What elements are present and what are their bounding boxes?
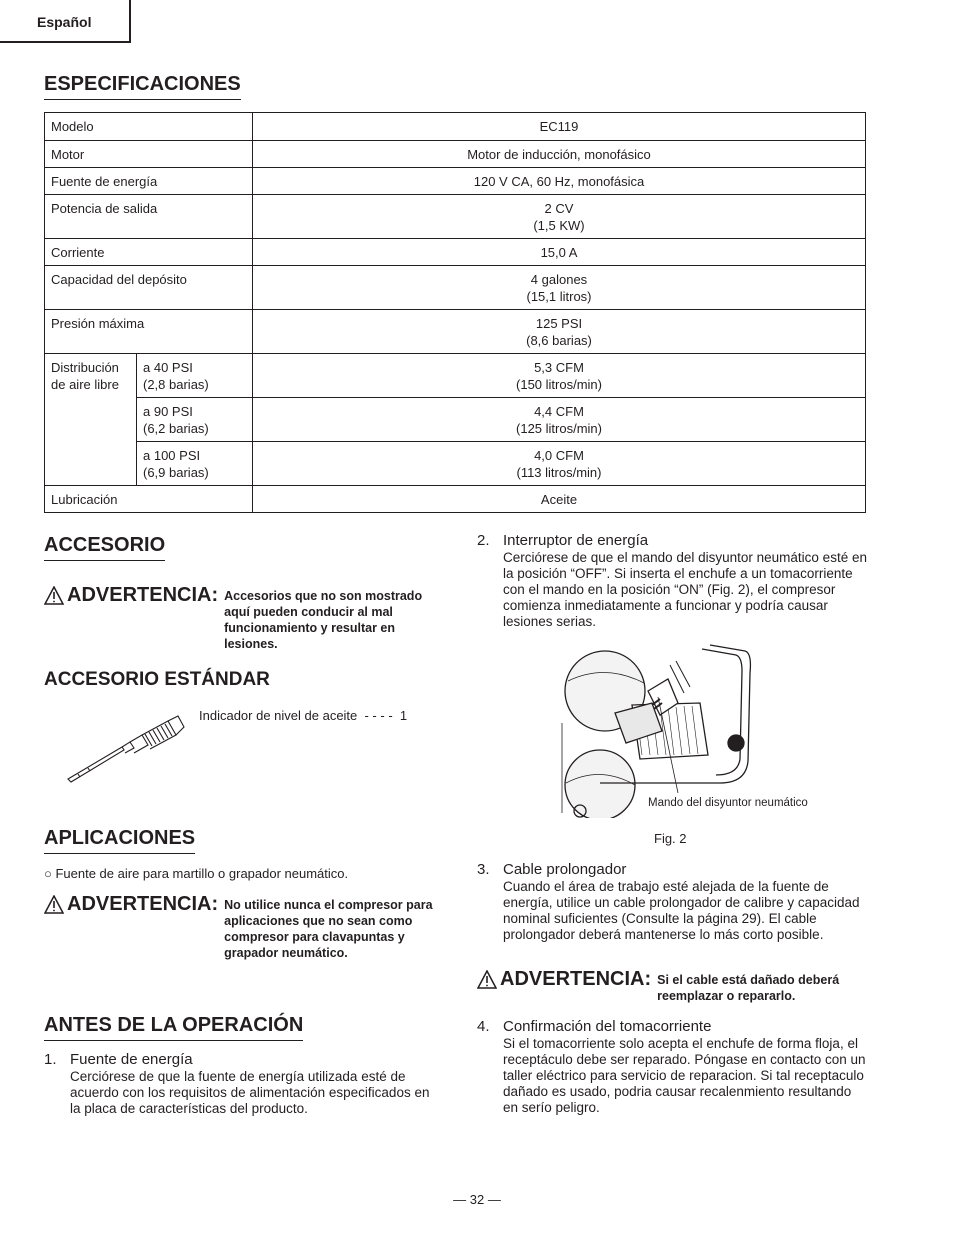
spec-value: Motor de inducción, monofásico [253,141,866,168]
spec-value-line2: (8,6 barias) [526,333,592,348]
air-pressure [137,398,253,442]
air-flow [253,354,866,398]
warning-text: Accesorios que no son mostrado aquí pueden conducir al mal funcionamiento y resultar en lesiones. [224,589,423,651]
table-row [45,239,866,266]
spec-label: Modelo [45,113,253,141]
table-row [45,141,866,168]
warning-aplicaciones [44,893,439,961]
spec-value-line1: 4 galones [530,272,588,287]
list-item-number: 2. [477,532,490,549]
air-flow-lpm: (113 litros/min) [516,465,602,480]
figure-callout: Mando del disyuntor neumático [648,797,808,809]
list-item-title [477,532,869,550]
spec-label: Lubricación [45,486,253,513]
list-item-title [477,861,869,879]
spec-label: Potencia de salida [45,195,253,239]
spec-value [253,266,866,310]
warning-cable [477,968,877,1004]
list-item-heading: Interruptor de energía [503,532,649,549]
warning-triangle-icon [44,895,64,914]
list-item-heading: Confirmación del tomacorriente [503,1018,712,1035]
spec-value: Aceite [253,486,866,513]
language-tab: Español [0,0,131,43]
warning-triangle-icon [477,970,497,989]
spec-value [253,310,866,354]
spec-value: EC119 [253,113,866,141]
spec-label: Motor [45,141,253,168]
warning-text: No utilice nunca el compresor para aplicaciones que no sean como compresor para clavapuntas y grapador neumático. [224,898,433,960]
air-pressure-bar: (6,2 barias) [143,421,209,436]
air-pressure-psi: a 40 PSI [143,360,193,375]
list-item [44,1051,436,1117]
oil-level-gauge-item: Indicador de nivel de aceite - - - - 1 [199,708,408,723]
table-row [45,168,866,195]
spec-value: 15,0 A [253,239,866,266]
warning-label: ADVERTENCIA: [67,584,219,606]
air-flow [253,442,866,486]
specs-heading: ESPECIFICACIONES [44,72,241,100]
antes-heading: ANTES DE LA OPERACIÓN [44,1013,303,1041]
accesorio-heading: ACCESORIO [44,533,165,561]
spec-label: Presión máxima [45,310,253,354]
compressor-figure [560,643,760,818]
spec-value-line2: (1,5 KW) [533,218,585,233]
warning-text: Si el cable está dañado deberá reemplazar o repararlo. [657,973,840,1003]
air-pressure [137,442,253,486]
air-flow-cfm: 5,3 CFM [534,360,584,375]
specs-table [44,112,866,513]
spec-label: Capacidad del depósito [45,266,253,310]
air-label-line1: Distribución [51,360,119,375]
air-flow-cfm: 4,0 CFM [534,448,584,463]
air-pressure-psi: a 100 PSI [143,448,201,463]
air-pressure [137,354,253,398]
warning-title [44,584,218,606]
warning-accesorio [44,584,439,652]
spec-value [253,195,866,239]
aplicaciones-heading: APLICACIONES [44,826,195,854]
air-label-line2: de aire libre [51,377,119,392]
list-item-body: Cerciórese de que la fuente de energía utilizada esté de acuerdo con los requisitos de alimentación especificados en la placa de características del producto. [70,1069,430,1116]
list-item-heading: Fuente de energía [70,1051,193,1068]
list-item-number: 3. [477,861,490,878]
list-item-body: Cerciórese de que el mando del disyuntor neumático esté en la posición “OFF”. Si inserta el enchufe a un tomacorriente con el mando en la posición “ON” (Fig. 2), el compresor comienza inmediatamente a funcionar y podría causar lesiones serias. [503,550,867,629]
air-flow [253,398,866,442]
air-pressure-psi: a 90 PSI [143,404,193,419]
list-item [477,1018,869,1116]
air-flow-lpm: (150 litros/min) [516,377,602,392]
air-distribution-label [45,354,137,486]
spec-label: Fuente de energía [45,168,253,195]
air-flow-cfm: 4,4 CFM [534,404,584,419]
page-number: — 32 — [453,1192,501,1207]
aplicaciones-item: ○ Fuente de aire para martillo o grapador neumático. [44,866,349,881]
air-pressure-bar: (2,8 barias) [143,377,209,392]
warning-triangle-icon [44,586,64,605]
list-item-title [44,1051,436,1069]
air-flow-lpm: (125 litros/min) [516,421,602,436]
spec-value-line1: 2 CV [544,201,574,216]
spec-label: Corriente [45,239,253,266]
spec-value-line2: (15,1 litros) [526,289,592,304]
figure-caption: Fig. 2 [654,831,687,846]
table-row [45,442,866,486]
warning-label: ADVERTENCIA: [67,893,219,915]
table-row [45,398,866,442]
list-item [477,532,869,630]
spec-value: 120 V CA, 60 Hz, monofásica [253,168,866,195]
table-row [45,310,866,354]
list-item-body: Cuando el área de trabajo esté alejada de la fuente de energía, utilice un cable prolongador de calibre y capacidad nominal suficientes (Consulte la página 29). El cable prolongador deberá mantenerse lo más corto posible. [503,879,860,942]
list-item-number: 4. [477,1018,490,1035]
list-item-title [477,1018,869,1036]
table-row [45,195,866,239]
oil-level-gauge-illustration [64,713,186,785]
warning-title [477,968,651,990]
list-item-number: 1. [44,1051,57,1068]
table-row [45,486,866,513]
list-item-body: Si el tomacorriente solo acepta el enchufe de forma floja, el receptáculo debe ser reparado. Póngase en contacto con un taller eléctrico para servicio de reparacion. Si tal receptaculo dañado es usado, podria causar recalenmiento resultando en serío peligro. [503,1036,866,1115]
accesorio-estandar-heading: ACCESORIO ESTÁNDAR [44,669,270,690]
warning-title [44,893,218,915]
table-row [45,113,866,141]
table-row [45,266,866,310]
warning-label: ADVERTENCIA: [500,968,652,990]
list-item [477,861,869,943]
air-pressure-bar: (6,9 barias) [143,465,209,480]
list-item-heading: Cable prolongador [503,861,627,878]
spec-value-line1: 125 PSI [535,316,583,331]
table-row [45,354,866,398]
